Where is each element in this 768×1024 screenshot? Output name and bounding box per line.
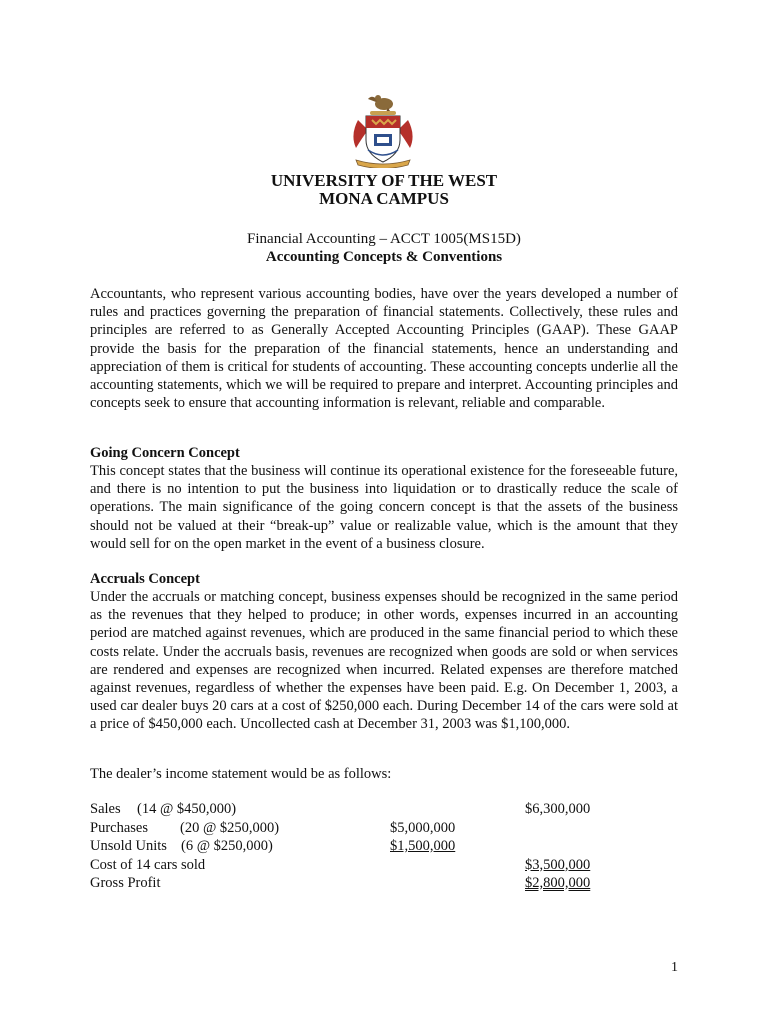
statement-row-sales bbox=[90, 800, 690, 819]
accruals-heading: Accruals Concept bbox=[90, 571, 200, 587]
sales-label: Sales bbox=[90, 801, 121, 817]
cost-label: Cost of 14 cars sold bbox=[90, 856, 206, 873]
sales-amount: $6,300,000 bbox=[525, 801, 591, 817]
statement-row-unsold bbox=[90, 837, 690, 856]
statement-intro: The dealer’s income statement would be as follows: bbox=[90, 766, 392, 782]
university-name-line1: UNIVERSITY OF THE WEST bbox=[270, 171, 498, 190]
university-name-line2: MONA CAMPUS bbox=[319, 189, 449, 208]
sales-detail: (14 @ $450,000) bbox=[137, 801, 237, 817]
purchases-amount: $5,000,000 bbox=[390, 819, 456, 836]
purchases-label: Purchases bbox=[90, 819, 148, 836]
purchases-detail: (20 @ $250,000) bbox=[180, 819, 280, 836]
unsold-amount: $1,500,000 bbox=[390, 838, 456, 854]
unsold-label: Unsold Units bbox=[90, 838, 167, 854]
gross-amount: $2,800,000 bbox=[525, 875, 591, 891]
intro-paragraph: Accountants, who represent various accounting bodies, have over the years developed a number of rules and practices governing the preparation of financial statements. Collectively, these rules and principles are referred to as Generally Accepted Accounting Principles (GAAP). These GAAP provide the basis for the preparation of the financial statements, hence an understanding and appreciation of them is critical for students of accounting. These accounting concepts underlie all the accounting statements, which we will be required to prepare and interpret. Accounting principles and concepts seek to ensure that accounting information is relevant, reliable and comparable. bbox=[90, 286, 678, 412]
accruals-paragraph: Under the accruals or matching concept, business expenses should be recognized in the same period as the revenues that they helped to produce; in other words, expenses incurred in an accounting period are matched against revenues, which are produced in the same financial period to which these costs relate. Under the accruals basis, revenues are recognized when goods are sold or when services are rendered and expenses are recognized when incurred. Related expenses are therefore matched against revenues, regardless of whether the expenses have been paid. E.g. On December 1, 2003, a used car dealer buys 20 cars at a cost of $250,000 each. During December 14 of the cars were sold at a price of $450,000 each. Uncollected cash at December 31, 2003 was $1,100,000. bbox=[90, 589, 678, 733]
going-concern-paragraph: This concept states that the business will continue its operational existence for the foreseeable future, and there is no intention to put the business into liquidation or to drastically reduce the scale of operations. The main significance of the going concern concept is that the assets of the business should not be valued at their “break-up” value or realizable value, which is the amount that they would sell for on the open market in the event of a business closure. bbox=[90, 463, 678, 552]
statement-row-cost bbox=[90, 856, 690, 875]
document-subtitle: Accounting Concepts & Conventions bbox=[265, 249, 503, 265]
page-number: 1 bbox=[671, 960, 678, 975]
university-crest-icon bbox=[348, 90, 418, 168]
going-concern-heading: Going Concern Concept bbox=[90, 445, 240, 461]
statement-row-purchases bbox=[90, 819, 690, 838]
course-title: Financial Accounting – ACCT 1005(MS15D) bbox=[247, 231, 521, 247]
cost-amount: $3,500,000 bbox=[525, 856, 591, 873]
income-statement bbox=[90, 800, 690, 893]
unsold-detail: (6 @ $250,000) bbox=[181, 838, 273, 854]
gross-label: Gross Profit bbox=[90, 875, 161, 891]
statement-row-gross bbox=[90, 874, 690, 893]
